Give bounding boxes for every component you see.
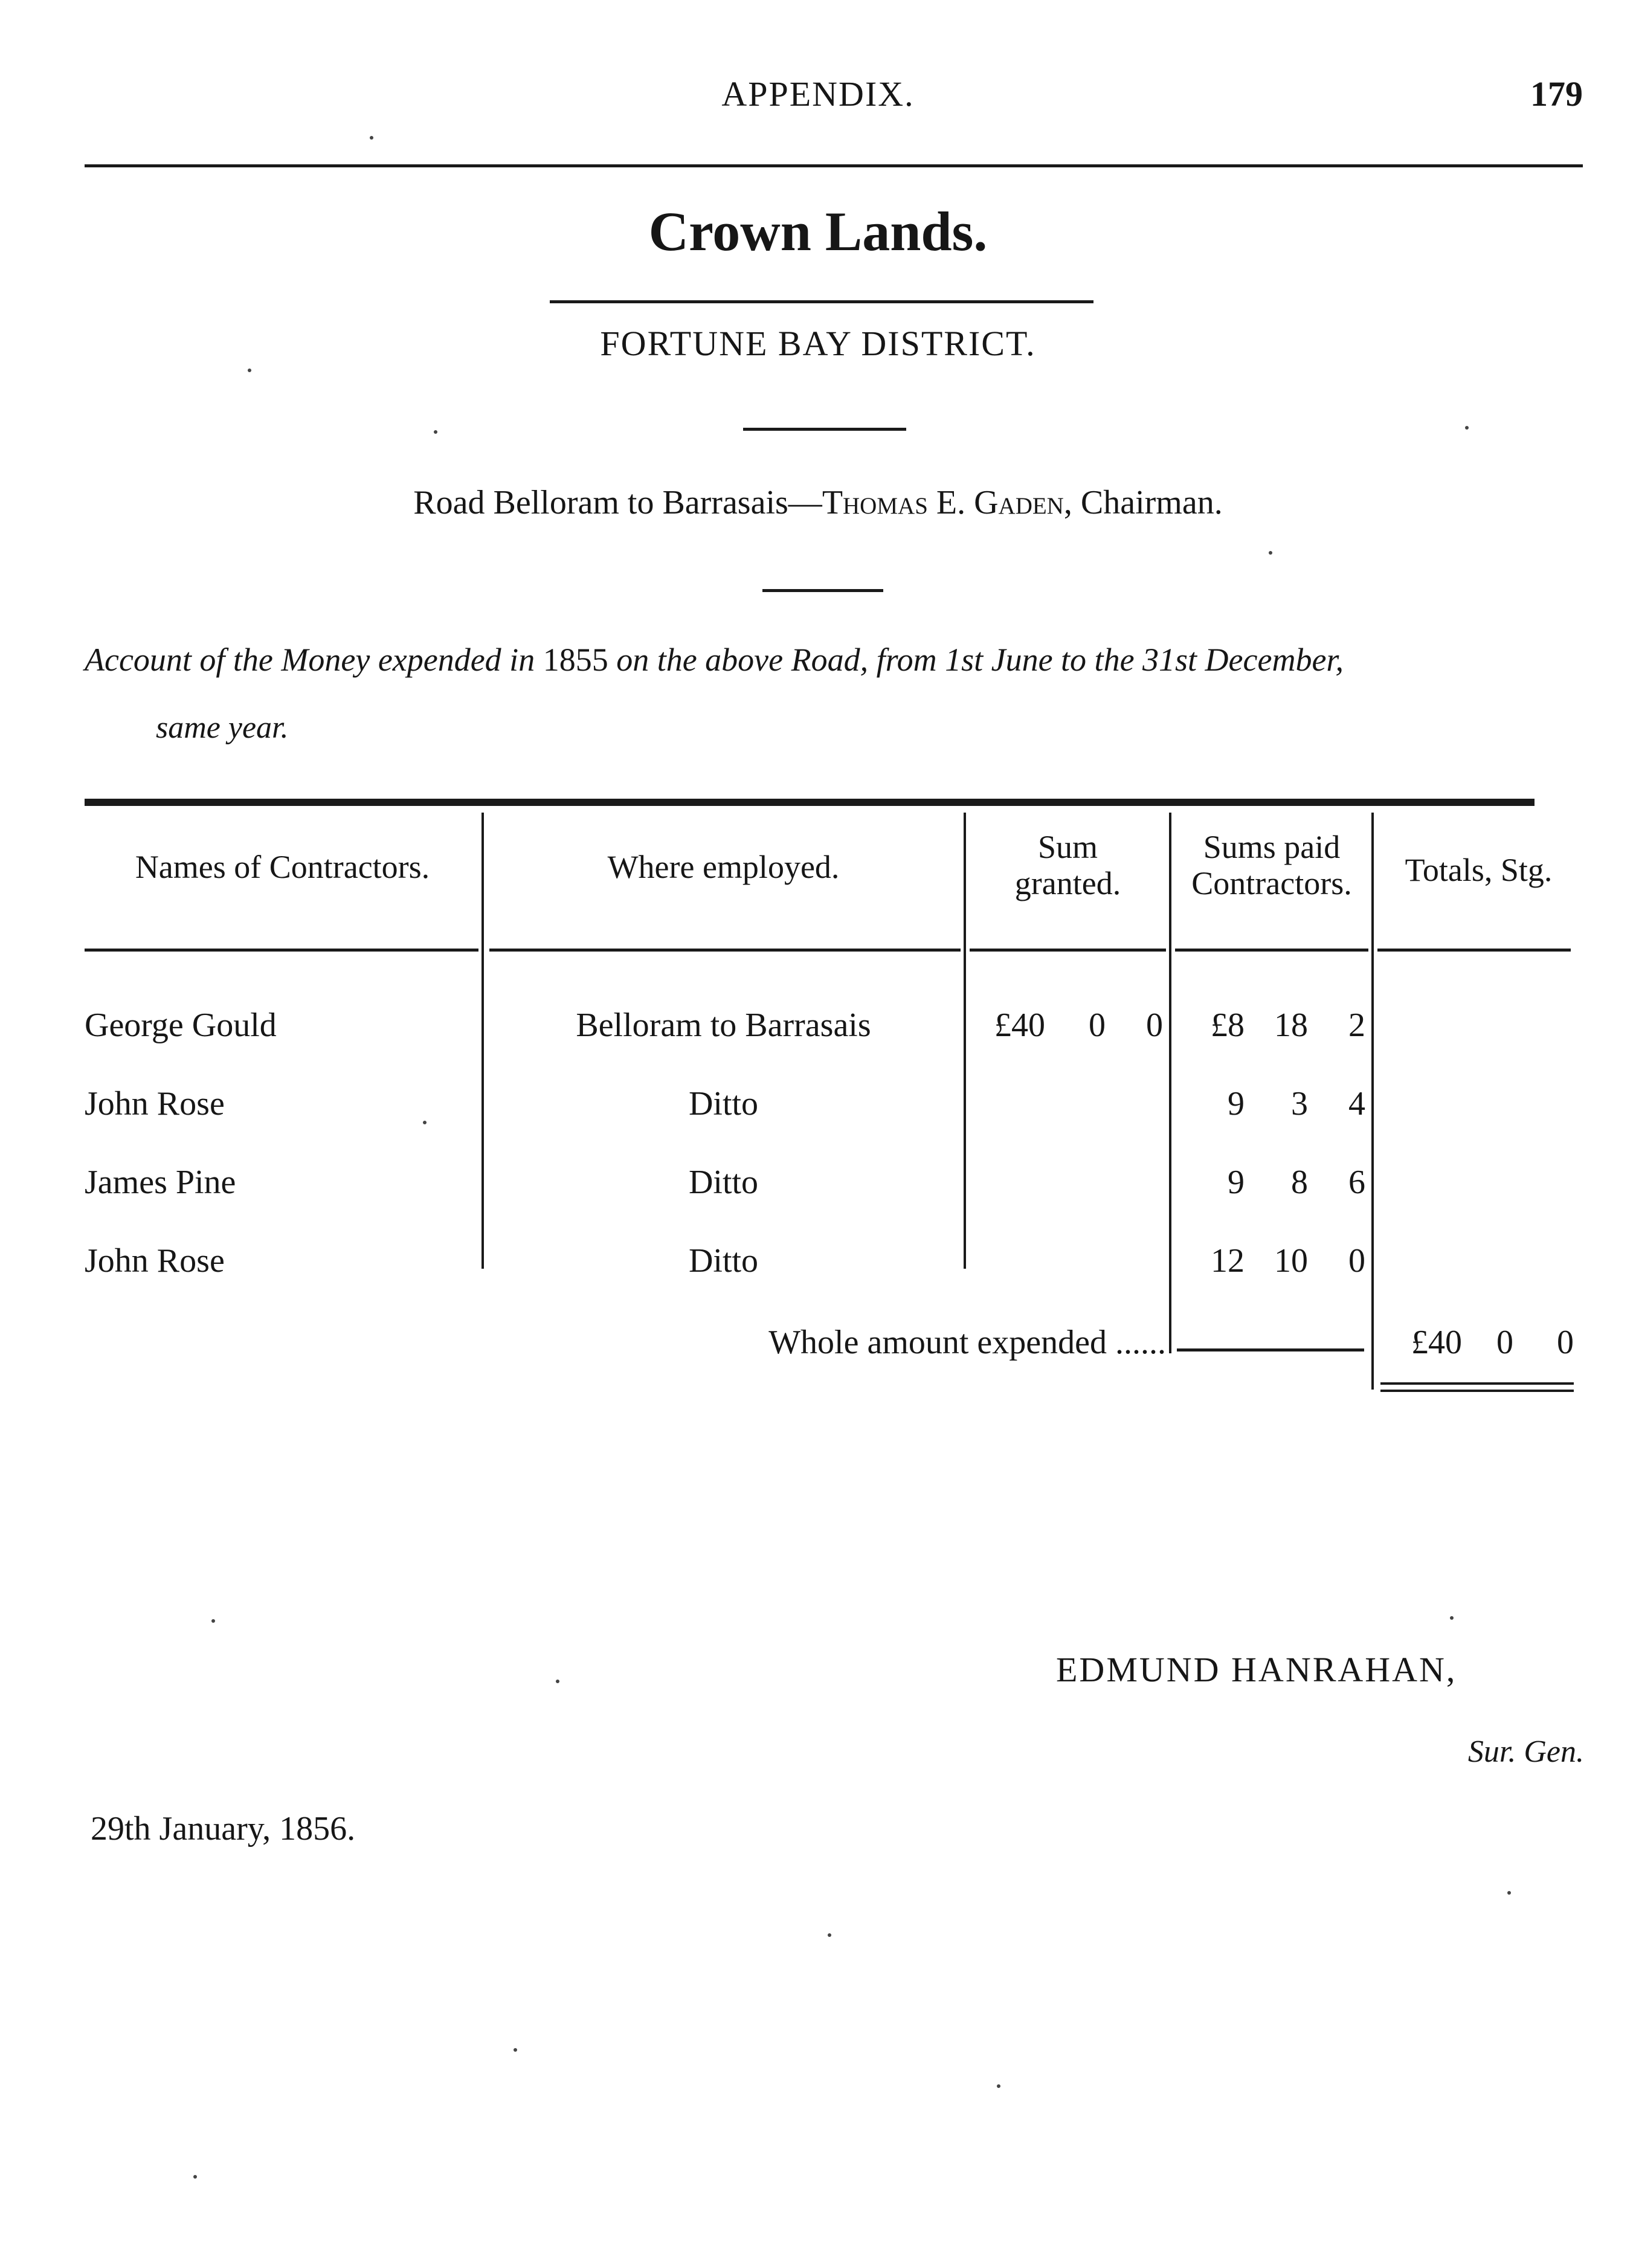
header-names: Names of Contractors. xyxy=(135,849,430,885)
granted-pence: 0 xyxy=(1146,1007,1163,1044)
header-sums-paid-line2: Contractors. xyxy=(1191,865,1352,901)
granted-shillings: 0 xyxy=(1089,1007,1106,1044)
paid-pounds: 9 xyxy=(1228,1085,1245,1123)
signatory-title: Sur. Gen. xyxy=(1467,1735,1584,1769)
contractor-name: George Gould xyxy=(85,1007,277,1044)
section-title: Crown Lands. xyxy=(648,201,988,262)
page-number: 179 xyxy=(1530,74,1583,114)
document-date: 29th January, 1856. xyxy=(91,1810,356,1848)
where-employed: Ditto xyxy=(688,1164,759,1201)
table-top-rule xyxy=(85,799,1535,806)
scan-speck xyxy=(828,1933,831,1937)
where-employed: Belloram to Barrasais xyxy=(576,1007,871,1044)
district-heading: FORTUNE BAY DISTRICT. xyxy=(600,324,1036,363)
paid-pence: 6 xyxy=(1348,1164,1365,1201)
account-text-b: on the above Road, from 1st June to the 31st December, xyxy=(616,642,1344,678)
header-sums-paid-line1: Sums paid xyxy=(1203,829,1341,865)
paid-shillings: 8 xyxy=(1291,1164,1308,1201)
scan-speck xyxy=(997,2084,1000,2088)
scan-speck xyxy=(1465,426,1469,430)
header-rule-totals xyxy=(1377,949,1571,952)
signatory-name: EDMUND HANRAHAN, xyxy=(1056,1650,1457,1689)
road-line xyxy=(0,483,1636,522)
col-divider-3 xyxy=(1169,813,1171,1353)
road-prefix: Road Belloram to Barrasais— xyxy=(413,484,822,521)
header-rule-names xyxy=(85,949,478,952)
header-totals: Totals, Stg. xyxy=(1405,852,1553,888)
scan-speck xyxy=(1450,1616,1454,1620)
contractor-name: John Rose xyxy=(85,1085,225,1123)
paid-pence: 0 xyxy=(1348,1242,1365,1280)
total-underline-1 xyxy=(1380,1382,1574,1385)
account-text-a: Account of the Money expended in xyxy=(85,642,535,678)
header-rule-where xyxy=(489,949,961,952)
where-employed: Ditto xyxy=(688,1242,759,1280)
where-employed: Ditto xyxy=(688,1085,759,1123)
paid-shillings: 18 xyxy=(1274,1007,1308,1044)
account-year: 1855 xyxy=(543,642,608,678)
account-description xyxy=(85,643,1583,676)
scan-speck xyxy=(556,1680,559,1683)
total-pence: 0 xyxy=(1557,1324,1574,1361)
granted-pounds: £40 xyxy=(994,1007,1045,1044)
header-rule-paid xyxy=(1175,949,1368,952)
title-rule xyxy=(550,300,1093,303)
col-divider-2 xyxy=(964,813,966,1269)
total-dash xyxy=(1177,1348,1364,1351)
header-rule xyxy=(85,164,1583,167)
running-title: APPENDIX. xyxy=(721,74,915,114)
paid-pounds: 12 xyxy=(1211,1242,1245,1280)
paid-pence: 4 xyxy=(1348,1085,1365,1123)
paid-shillings: 10 xyxy=(1274,1242,1308,1280)
paid-shillings: 3 xyxy=(1291,1085,1308,1123)
total-label: Whole amount expended ...... xyxy=(768,1324,1166,1361)
road-rule xyxy=(762,589,883,592)
header-sums-paid xyxy=(1172,829,1371,901)
district-rule xyxy=(743,428,906,431)
paid-pounds: £8 xyxy=(1211,1007,1245,1044)
scan-speck xyxy=(434,430,437,434)
scan-speck xyxy=(370,136,373,140)
road-suffix: Chairman. xyxy=(1072,484,1223,521)
header-sum-granted-line1: Sum xyxy=(1037,829,1098,865)
account-continuation: same year. xyxy=(156,710,289,745)
chairman-name: Thomas E. Gaden, xyxy=(822,484,1072,521)
col-divider-4 xyxy=(1371,813,1374,1390)
scan-speck xyxy=(1269,551,1272,555)
scan-speck xyxy=(193,2175,197,2179)
total-underline-2 xyxy=(1380,1390,1574,1392)
header-sum-granted-line2: granted. xyxy=(1014,865,1121,901)
scan-speck xyxy=(514,2048,517,2052)
total-pounds: £40 xyxy=(1411,1324,1462,1361)
header-rule-granted xyxy=(970,949,1166,952)
scan-speck xyxy=(248,369,251,372)
total-shillings: 0 xyxy=(1496,1324,1513,1361)
scan-speck xyxy=(211,1619,215,1623)
paid-pounds: 9 xyxy=(1228,1164,1245,1201)
header-where: Where employed. xyxy=(607,849,840,885)
contractor-name: James Pine xyxy=(85,1164,236,1201)
contractor-name: John Rose xyxy=(85,1242,225,1280)
paid-pence: 2 xyxy=(1348,1007,1365,1044)
scan-speck xyxy=(423,1121,427,1124)
scan-speck xyxy=(1507,1891,1511,1895)
header-sum-granted xyxy=(967,829,1169,901)
